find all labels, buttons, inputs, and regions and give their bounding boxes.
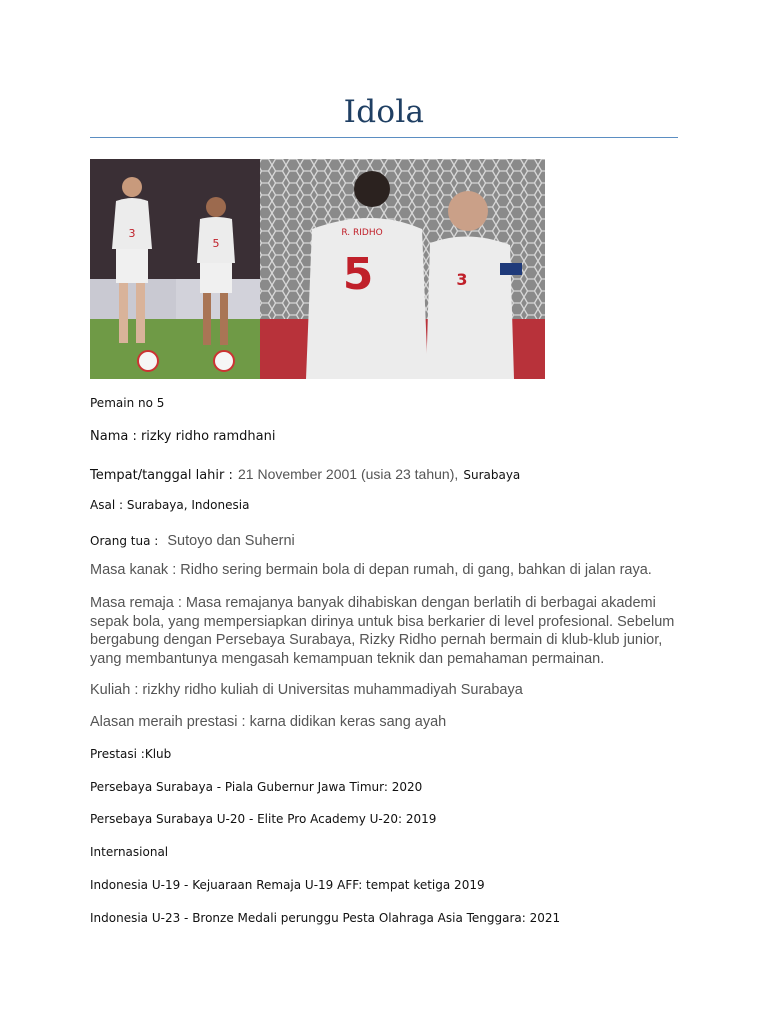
photo-panel-player-3	[90, 159, 176, 379]
jersey-number-3: 3	[128, 227, 136, 240]
internasional-heading: Internasional	[90, 845, 169, 859]
ortu-value: Sutoyo dan Suherni	[167, 533, 295, 549]
ttl-date: 21 November 2001 (usia 23 tahun),	[238, 466, 459, 482]
jersey-number-5: 5	[212, 237, 220, 250]
asal-line: Asal : Surabaya, Indonesia	[90, 498, 250, 512]
intl-item-1: Indonesia U-19 - Kejuaraan Remaja U-19 AFF: tempat ketiga 2019	[90, 878, 485, 892]
ttl-line	[90, 464, 520, 483]
photo-panel-celebration	[260, 159, 545, 379]
ortu-line	[90, 530, 295, 549]
title-underline	[90, 137, 678, 138]
klub-item-1: Persebaya Surabaya - Piala Gubernur Jawa Timur: 2020	[90, 780, 423, 794]
ttl-city: Surabaya	[463, 468, 521, 482]
photo-panel-player-5	[176, 159, 260, 379]
jersey-back-name: R. RIDHO	[341, 228, 383, 238]
jersey-number-5-large: 5	[342, 249, 374, 300]
masa-kanak-line: Masa kanak : Ridho sering bermain bola di depan rumah, di gang, bahkan di jalan raya.	[90, 562, 652, 578]
player-photo-collage	[90, 159, 545, 379]
page-title: Idola	[343, 94, 425, 130]
ttl-label: Tempat/tanggal lahir :	[90, 468, 233, 483]
prestasi-klub-heading: Prestasi :Klub	[90, 747, 172, 761]
alasan-line: Alasan meraih prestasi : karna didikan keras sang ayah	[90, 714, 447, 730]
kuliah-line: Kuliah : rizkhy ridho kuliah di Universitas muhammadiyah Surabaya	[90, 682, 523, 698]
jersey-number-3-large: 3	[456, 270, 468, 289]
pemain-line: Pemain no 5	[90, 396, 165, 410]
masa-remaja-paragraph: Masa remaja : Masa remajanya banyak dihabiskan dengan berlatih di berbagai akademi sepak bola, yang mempersiapkan dirinya untuk bisa berkarier di level profesional. Sebelum bergabung dengan Persebaya Surabaya, Rizky Ridho pernah bermain di klub-klub junior, yang membantunya mengasah kemampuan teknik dan pemahaman permainan.	[90, 595, 675, 668]
intl-item-2: Indonesia U-23 - Bronze Medali perunggu Pesta Olahraga Asia Tenggara: 2021	[90, 911, 561, 925]
klub-item-2: Persebaya Surabaya U-20 - Elite Pro Academy U-20: 2019	[90, 812, 437, 826]
ortu-label: Orang tua :	[90, 534, 159, 548]
nama-line: Nama : rizky ridho ramdhani	[90, 429, 276, 444]
